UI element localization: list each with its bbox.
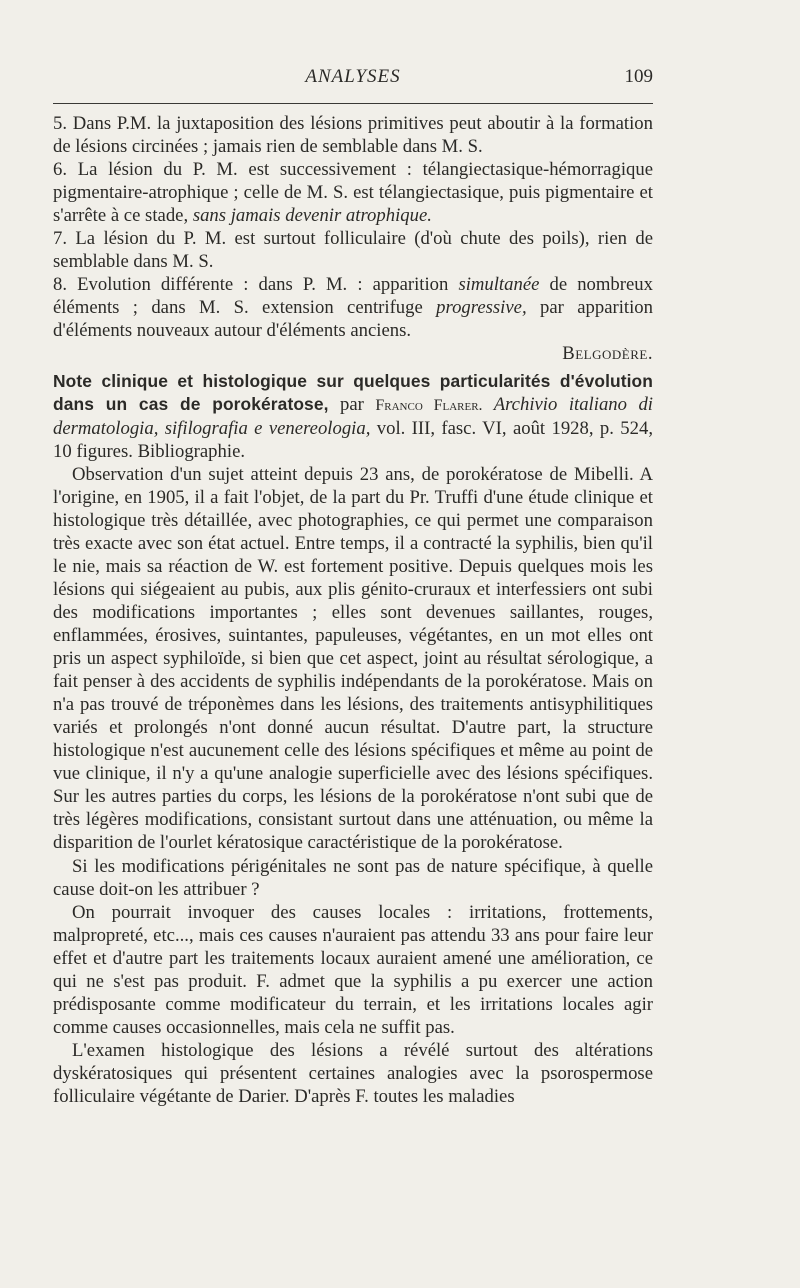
- paragraph-item-8: [53, 273, 653, 342]
- paragraph-observation: Observation d'un sujet atteint depuis 23 ans, de porokératose de Mibelli. A l'origine, en 1905, il a fait l'objet, de la part du Pr. Truffi d'une étude clinique et histologique très détaillée, avec photographies, ce qui permet une comparaison très exacte avec son état actuel. Entre temps, il a contracté la syphilis, bien qu'il le nie, mais sa réaction de W. est fortement positive. Depuis quelques mois les lésions qui siégeaient au pubis, aux plis génito-cruraux et interfessiers ont subi des modifications importantes ; elles sont devenues saillantes, rouges, enflammées, érosives, suintantes, papuleuses, végétantes, en un mot elles ont pris un aspect syphiloïde, si bien que cet aspect, joint au résultat sérologique, a fait penser à des accidents de syphilis indépendants de la porokératose. Mais on n'a pas trouvé de tréponèmes dans les lésions, des traitements antisyphilitiques variés et prolongés n'ont donné aucun résultat. D'autre part, la structure histologique n'est aucunement celle des lésions spécifiques et même au point de vue clinique, il n'y a qu'une analogie superficielle avec des lésions spécifiques. Sur les autres parties du corps, les lésions de la porokératose n'ont subi que de très légères modifications, consistant surtout dans une atténuation, ou même la disparition de l'ourlet kératosique caractéristique de la porokératose.: [53, 463, 653, 854]
- paragraph-histology: L'examen histologique des lésions a révélé surtout des altérations dyskératosiques qui présentent certaines analogies avec la psorospermose folliculaire végétante de Darier. D'après F. toutes les maladies: [53, 1039, 653, 1107]
- article-by: par: [328, 393, 376, 415]
- article-reference: vol. III, fasc. VI, août 1928, p. 524, 10 figures. Bibliographie.: [53, 417, 653, 462]
- item-8-text-a: 8. Evolution différente : dans P. M. : apparition: [53, 274, 459, 296]
- item-8-text-b: de nombreux éléments ; dans M. S. extension centrifuge: [53, 274, 653, 319]
- paragraph-causes: On pourrait invoquer des causes locales : irritations, frottements, malpropreté, etc..., mais ces causes n'auraient pas attendu 33 ans pour faire leur effet et d'autre part les traitements locaux auraient amené une amélioration, ce qui ne s'est pas produit. F. admet que la syphilis a pu exercer une action prédisposante comme modificateur du terrain, et les irritations locales agir comme causes occasionnelles, mais cela ne suffit pas.: [53, 901, 653, 1038]
- page-body: [53, 112, 653, 1108]
- article-title: Note clinique et histologique sur quelques particularités d'évolution dans un cas de porokératose,: [53, 370, 653, 414]
- item-6-text: 6. La lésion du P. M. est successivement : télangiectasique-hémorragique pigmentaire-atrophique ; celle de M. S. est télangiectasique, puis pigmentaire et s'arrête à ce stade,: [53, 159, 653, 227]
- item-8-text-c: par apparition d'éléments nouveaux autour d'éléments anciens.: [53, 297, 653, 342]
- item-6-emphasis: sans jamais devenir atrophique.: [192, 205, 432, 227]
- page-header: [53, 66, 653, 100]
- paragraph-item-7: 7. La lésion du P. M. est surtout folliculaire (d'où chute des poils), rien de semblable dans M. S.: [53, 228, 653, 273]
- article-author: Franco Flarer.: [375, 396, 483, 414]
- article-journal: Archivio italiano di dermatologia, sifilografia e venereologia,: [53, 393, 653, 439]
- running-title: ANALYSES: [305, 66, 401, 87]
- page-number: 109: [624, 66, 653, 87]
- author-signature: Belgodère.: [562, 343, 653, 365]
- article-heading: [53, 370, 653, 463]
- paragraph-item-5: 5. Dans P.M. la juxtaposition des lésions primitives peut aboutir à la formation de lésions circinées ; jamais rien de semblable dans M. S.: [53, 113, 653, 158]
- item-8-emphasis-b: progressive,: [436, 297, 527, 319]
- paragraph-item-6: [53, 158, 653, 227]
- header-rule: [53, 103, 653, 104]
- paragraph-question: Si les modifications périgénitales ne sont pas de nature spécifique, à quelle cause doit-on les attribuer ?: [53, 855, 653, 900]
- item-8-emphasis-a: simultanée: [458, 274, 540, 296]
